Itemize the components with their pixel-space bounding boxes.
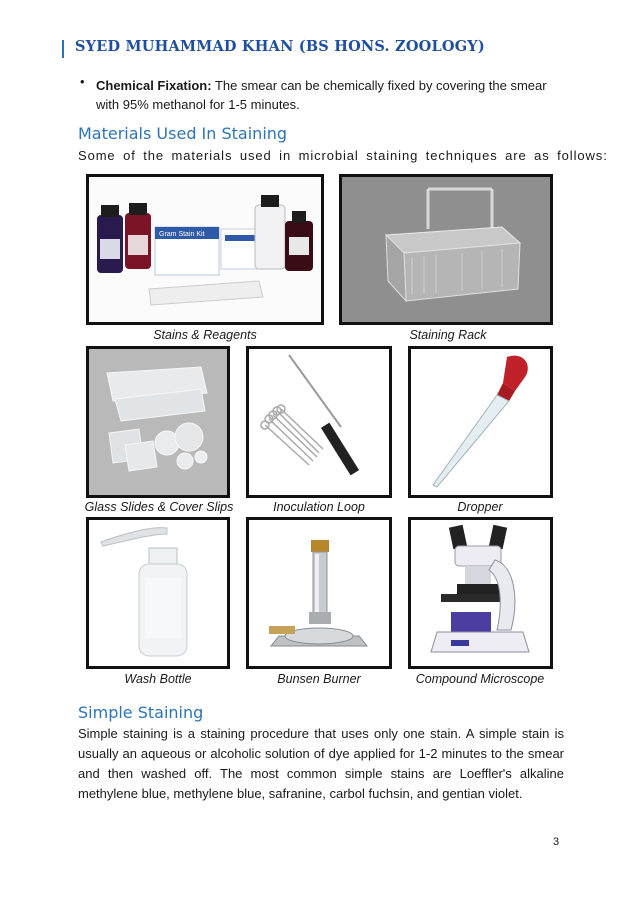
wash-bottle-illustration (89, 520, 227, 666)
inoculation-loop-illustration (249, 349, 389, 495)
bullet-marker: • (80, 74, 85, 89)
fixation-text: The smear can be chemically fixed by covering the smear with 95% methanol for 1-5 minutes. (96, 78, 547, 112)
fixation-term: Chemical Fixation: (96, 78, 212, 93)
caption-compound-microscope: Compound Microscope (415, 672, 545, 686)
staining-rack-image (339, 174, 553, 325)
materials-heading: Materials Used In Staining (78, 124, 288, 143)
caption-staining-rack: Staining Rack (409, 328, 487, 342)
kit-label: Gram Stain Kit (159, 231, 205, 238)
header-accent-bar (62, 40, 64, 58)
caption-inoculation-loop: Inoculation Loop (273, 500, 365, 514)
caption-dropper: Dropper (457, 500, 503, 514)
dropper-illustration (411, 349, 550, 495)
stains-reagents-image (86, 174, 324, 325)
dropper-image (408, 346, 553, 498)
page-number: 3 (553, 836, 560, 848)
glass-slides-image (86, 346, 230, 498)
compound-microscope-image (408, 517, 553, 669)
bunsen-burner-illustration (249, 520, 389, 666)
caption-wash-bottle: Wash Bottle (124, 672, 192, 686)
inoculation-loop-image (246, 346, 392, 498)
caption-glass-slides: Glass Slides & Cover Slips (84, 500, 234, 514)
glass-slides-illustration (89, 349, 227, 495)
wash-bottle-image (86, 517, 230, 669)
bunsen-burner-image (246, 517, 392, 669)
staining-rack-illustration (342, 177, 550, 322)
simple-staining-paragraph: Simple staining is a staining procedure that uses only one stain. A simple stain is usually an aqueous or alcoholic solution of dye applied for 1-2 minutes to the smear and then washed off. The most common simple stains are Loeffler's alkaline methylene blue, methylene blue, safranine, carbol fuchsin, and gentian violet. (78, 726, 564, 801)
header-title: SYED MUHAMMAD KHAN (BS HONS. ZOOLOGY) (75, 38, 485, 55)
materials-intro: Some of the materials used in microbial staining techniques are as follows: (78, 148, 608, 163)
compound-microscope-illustration (411, 520, 550, 666)
fixation-paragraph (96, 76, 566, 114)
simple-staining-heading: Simple Staining (78, 703, 204, 722)
caption-bunsen-burner: Bunsen Burner (277, 672, 361, 686)
caption-stains-reagents: Stains & Reagents (153, 328, 257, 342)
stains-reagents-illustration (89, 177, 321, 322)
